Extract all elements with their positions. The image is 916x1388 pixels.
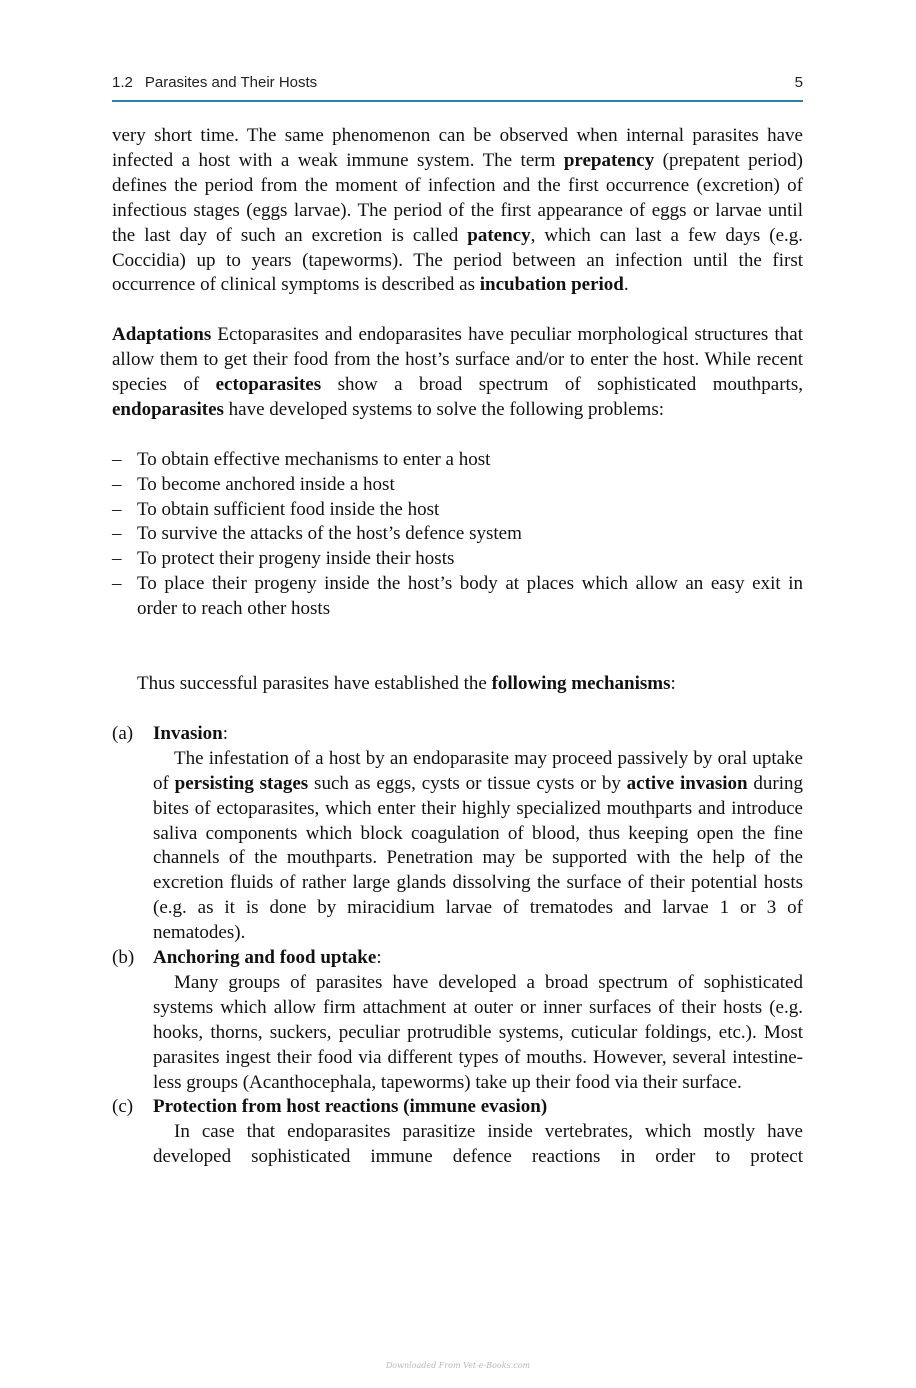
- mechanism-immune-evasion: [112, 1095, 803, 1170]
- term-active-invasion: active invasion: [626, 772, 748, 794]
- paragraph-following-mechanisms: [112, 672, 803, 697]
- dash-marker: –: [112, 473, 122, 495]
- item-label: (c): [112, 1096, 134, 1118]
- list-item: [112, 498, 803, 523]
- list-item: [112, 522, 803, 547]
- item-title: Anchoring and food uptake: [153, 947, 377, 969]
- term-following-mechanisms: following mechanisms: [491, 673, 671, 695]
- dash-marker: –: [112, 498, 122, 520]
- list-item-text: To survive the attacks of the host’s defence system: [137, 523, 522, 545]
- text-run: Thus successful parasites have established the: [137, 673, 492, 695]
- item-label: (b): [112, 947, 135, 969]
- item-title-colon: :: [222, 722, 228, 744]
- running-header: [112, 70, 803, 102]
- section-title: Parasites and Their Hosts: [144, 74, 318, 91]
- dash-marker: –: [112, 448, 122, 470]
- item-title-line: [153, 722, 803, 747]
- mechanism-invasion: [112, 722, 803, 946]
- text-run: (prepatent period) defines the period from the moment of infection and the first occurrence (excretion) of infectious stages (eggs larvae). The period of the first appearance of eggs or larvae until the last day of such an excretion is called: [112, 149, 803, 246]
- text-run: The infestation of a host by an endoparasite may proceed passively by oral uptake of: [153, 747, 803, 794]
- list-item-text: To obtain sufficient food inside the host: [137, 498, 440, 520]
- text-run: during bites of ectoparasites, which enter their highly specialized mouthparts and introduce saliva components which block coagulation of blood, thus keeping open the fine channels of the mouthparts. Penetration may be supported with the help of the excretion fluids of rather large glands dissolving the surface of their potential hosts (e.g. as it is done by miracidium larvae of trematodes and larvae 1 or 3 of nematodes).: [153, 772, 803, 944]
- term-patency: patency: [467, 224, 531, 246]
- term-incubation-period: incubation period: [479, 274, 624, 296]
- text-run: In case that endoparasites parasitize inside vertebrates, which mostly have developed sophisticated immune defence reactions in order to protect: [153, 1121, 803, 1168]
- download-watermark: Downloaded From Vet-e-Books.com: [385, 1361, 531, 1370]
- run-in-heading-adaptations: Adaptations: [112, 324, 212, 346]
- list-item-text: To obtain effective mechanisms to enter a host: [137, 448, 491, 470]
- section-heading: [112, 74, 317, 91]
- list-item: [112, 448, 803, 473]
- body-text: [112, 124, 803, 1170]
- text-run: such as eggs, cysts or tissue cysts or by: [308, 772, 627, 794]
- page-number: 5: [794, 74, 803, 91]
- term-endoparasites: endoparasites: [112, 398, 224, 420]
- item-paragraph: [153, 1120, 803, 1170]
- item-title: Protection from host reactions (immune evasion): [153, 1096, 548, 1118]
- term-persisting-stages: persisting stages: [174, 772, 309, 794]
- item-paragraph: [153, 747, 803, 946]
- list-item-text: To place their progeny inside the host’s body at places which allow an easy exit in order to reach other hosts: [137, 573, 803, 620]
- list-item-text: To become anchored inside a host: [137, 473, 395, 495]
- list-item: [112, 572, 803, 622]
- text-run: .: [623, 274, 629, 296]
- dash-marker: –: [112, 523, 122, 545]
- list-item-text: To protect their progeny inside their hosts: [137, 548, 455, 570]
- paragraph-adaptations: [112, 323, 803, 423]
- paragraph-prepatency: [112, 124, 803, 298]
- item-paragraph: Many groups of parasites have developed a broad spectrum of sophisticated systems which allow firm attachment at outer or inner surfaces of their hosts (e.g. hooks, thorns, suckers, peculiar protrudible systems, cuticular foldings, etc.). Most parasites ingest their food via different types of mouths. However, several intestine-less groups (Acanthocephala, tapeworms) take up their food via their surface.: [153, 971, 803, 1093]
- text-run: :: [670, 673, 676, 695]
- term-ectoparasites: ectoparasites: [215, 374, 322, 396]
- item-title: Invasion: [153, 722, 223, 744]
- item-title-line: [153, 946, 803, 971]
- term-prepatency: prepatency: [563, 149, 655, 171]
- dash-marker: –: [112, 548, 122, 570]
- list-item: [112, 547, 803, 572]
- item-label: (a): [112, 722, 134, 744]
- text-run: show a broad spectrum of sophisticated mouthparts,: [321, 374, 803, 396]
- dash-marker: –: [112, 573, 122, 595]
- text-run: Ectoparasites and endoparasites have peculiar morphological structures that allow them to get their food from the host’s surface and/or to enter the host. While recent species of: [112, 324, 803, 396]
- section-number: 1.2: [112, 74, 133, 91]
- problems-list: [112, 448, 803, 622]
- mechanism-anchoring: [112, 946, 803, 1095]
- text-run: have developed systems to solve the following problems:: [223, 398, 664, 420]
- item-title-line: [153, 1095, 803, 1120]
- item-title-colon: :: [376, 947, 382, 969]
- text-run: , which can last a few days (e.g. Coccidia) up to years (tapeworms). The period between an infection until the first occurrence of clinical symptoms is described as: [112, 224, 803, 296]
- text-run: very short time. The same phenomenon can be observed when internal parasites have infected a host with a weak immune system. The term: [112, 125, 803, 171]
- list-item: [112, 473, 803, 498]
